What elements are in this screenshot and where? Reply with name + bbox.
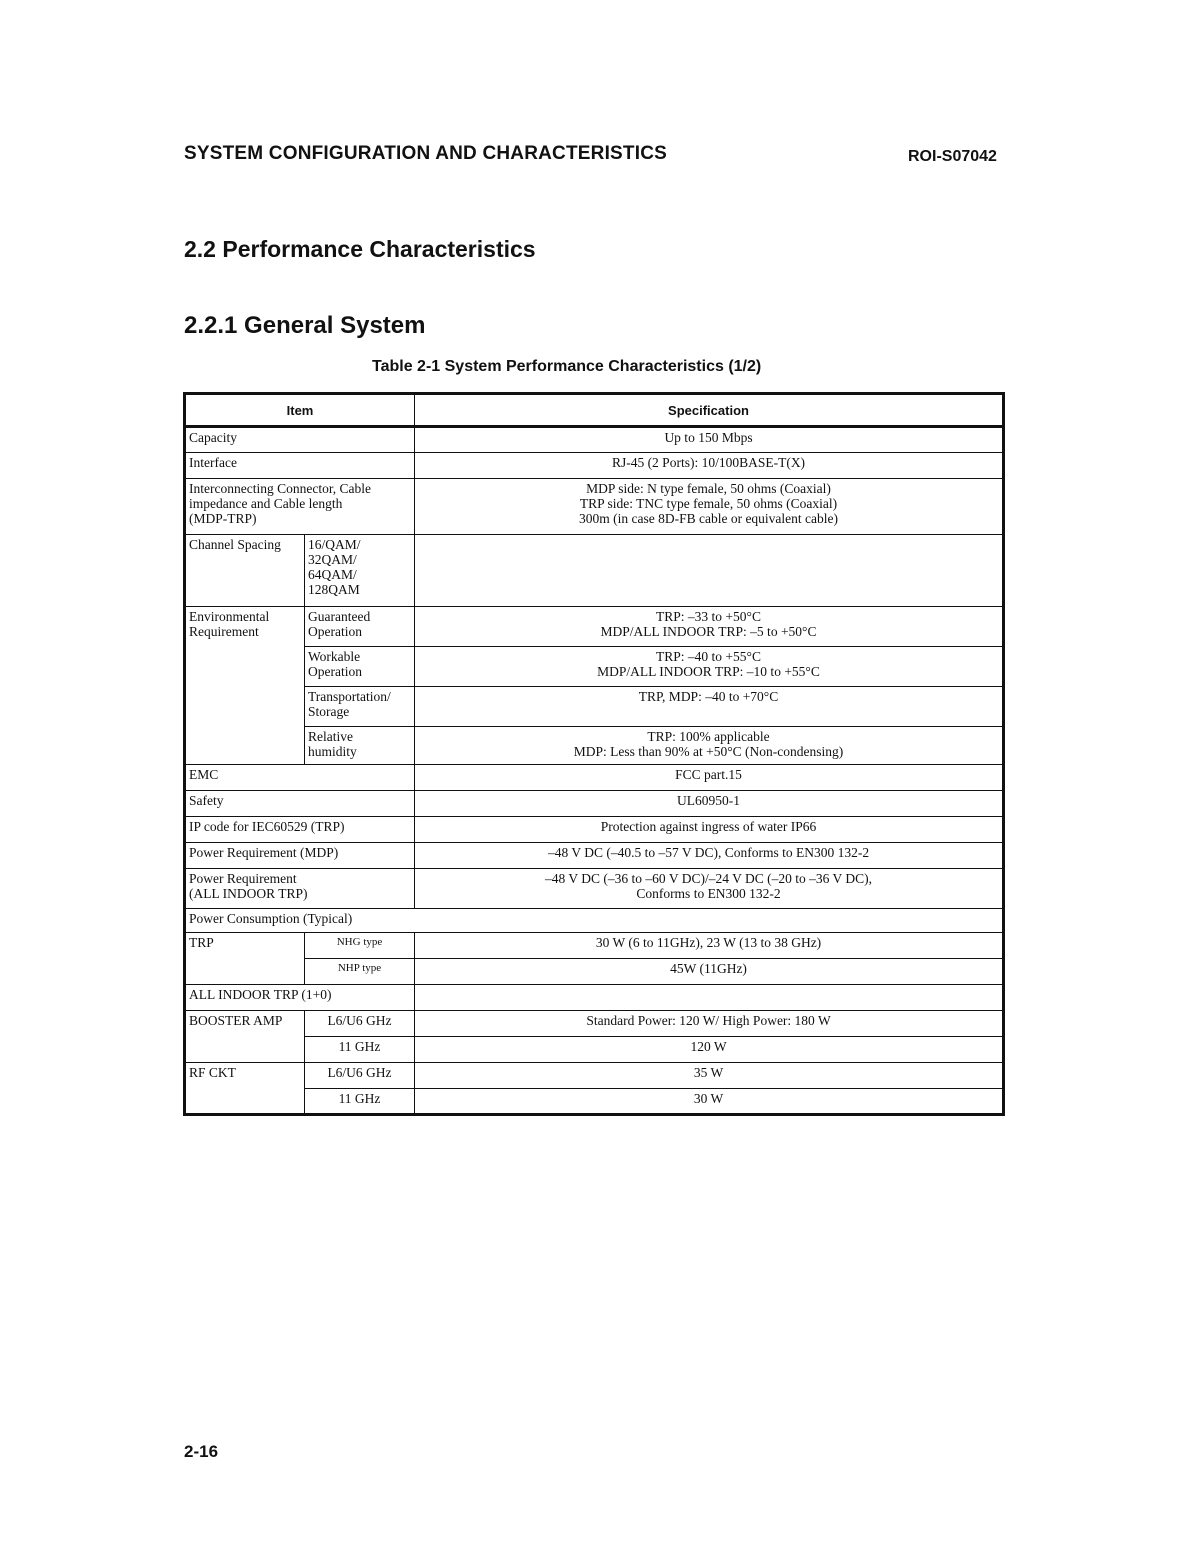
item-trp: TRP	[185, 933, 305, 985]
spec-line: 300m (in case 8D-FB cable or equivalent cable)	[578, 511, 839, 526]
item-line: (MDP-TRP)	[189, 511, 257, 526]
spec-line: MDP/ALL INDOOR TRP: –10 to +55°C	[597, 664, 820, 679]
sub-line: Workable	[308, 649, 361, 664]
spec-booster-11ghz: 120 W	[415, 1037, 1004, 1063]
sub-modulation	[305, 535, 415, 607]
table-caption: Table 2-1 System Performance Characteristics (1/2)	[372, 358, 762, 375]
table-row	[185, 1089, 1004, 1115]
spec-humidity	[415, 727, 1004, 765]
sub-nhp-type: NHP type	[305, 959, 415, 985]
table-row	[185, 1063, 1004, 1089]
table-row	[185, 909, 1004, 933]
table-row	[185, 453, 1004, 479]
spec-line: –48 V DC (–36 to –60 V DC)/–24 V DC (–20 to –36 V DC),	[545, 871, 872, 886]
section-heading: 2.2 Performance Characteristics	[184, 236, 536, 262]
sub-guaranteed	[305, 607, 415, 647]
table-row	[185, 765, 1004, 791]
spec-capacity: Up to 150 Mbps	[415, 427, 1004, 453]
document-id: ROI-S07042	[908, 148, 997, 165]
table-row	[185, 1037, 1004, 1063]
spec-line: TRP: –40 to +55°C	[656, 649, 761, 664]
item-emc: EMC	[185, 765, 415, 791]
table-row	[185, 791, 1004, 817]
spec-line: MDP side: N type female, 50 ohms (Coaxial)	[586, 481, 831, 496]
item-ip-code: IP code for IEC60529 (TRP)	[185, 817, 415, 843]
item-power-indoor	[185, 869, 415, 909]
item-line: impedance and Cable length	[189, 496, 343, 511]
spec-booster-l6u6: Standard Power: 120 W/ High Power: 180 W	[415, 1011, 1004, 1037]
sub-line: Operation	[308, 664, 362, 679]
sub-humidity	[305, 727, 415, 765]
sub-workable	[305, 647, 415, 687]
spec-nhg-type: 30 W (6 to 11GHz), 23 W (13 to 38 GHz)	[415, 933, 1004, 959]
item-booster-amp: BOOSTER AMP	[185, 1011, 305, 1063]
table-row	[185, 817, 1004, 843]
sub-line: 64QAM/	[308, 567, 357, 582]
sub-line: 128QAM	[308, 582, 360, 597]
spec-line: TRP: 100% applicable	[647, 729, 770, 744]
item-environmental	[185, 607, 305, 765]
table-row	[185, 933, 1004, 959]
sub-line: 16/QAM/	[308, 537, 361, 552]
spec-line: TRP side: TNC type female, 50 ohms (Coaxial)	[579, 496, 838, 511]
spec-transport	[415, 687, 1004, 727]
item-power-consumption: Power Consumption (Typical)	[185, 909, 1004, 933]
table-header-row	[185, 394, 1004, 427]
table-row	[185, 479, 1004, 535]
item-capacity: Capacity	[185, 427, 415, 453]
item-power-mdp: Power Requirement (MDP)	[185, 843, 415, 869]
table-row	[185, 727, 1004, 765]
page-number: 2-16	[184, 1442, 219, 1461]
table-row	[185, 959, 1004, 985]
spec-power-mdp: –48 V DC (–40.5 to –57 V DC), Conforms to EN300 132-2	[415, 843, 1004, 869]
sub-rf-l6u6: L6/U6 GHz	[305, 1063, 415, 1089]
spec-power-indoor	[415, 869, 1004, 909]
performance-table	[183, 392, 1005, 1116]
spec-line: Conforms to EN300 132-2	[636, 886, 781, 901]
spec-channel-spacing	[415, 535, 1004, 607]
sub-booster-l6u6: L6/U6 GHz	[305, 1011, 415, 1037]
sub-line: humidity	[308, 744, 357, 759]
item-line: Environmental	[189, 609, 270, 624]
table-row	[185, 647, 1004, 687]
sub-line: Storage	[308, 704, 350, 719]
table-row	[185, 535, 1004, 607]
spec-nhp-type: 45W (11GHz)	[415, 959, 1004, 985]
spec-line: MDP: Less than 90% at +50°C (Non-condensing)	[573, 744, 844, 759]
sub-line: Guaranteed	[308, 609, 371, 624]
spec-rf-l6u6: 35 W	[415, 1063, 1004, 1089]
subsection-heading: 2.2.1 General System	[184, 312, 426, 339]
spec-workable	[415, 647, 1004, 687]
spec-ip-code: Protection against ingress of water IP66	[415, 817, 1004, 843]
table-row	[185, 985, 1004, 1011]
item-interconnect	[185, 479, 415, 535]
running-header-title: SYSTEM CONFIGURATION AND CHARACTERISTICS	[184, 143, 667, 164]
table-row	[185, 843, 1004, 869]
spec-interface: RJ-45 (2 Ports): 10/100BASE-T(X)	[415, 453, 1004, 479]
item-interface: Interface	[185, 453, 415, 479]
sub-nhg-type: NHG type	[305, 933, 415, 959]
sub-rf-11ghz: 11 GHz	[305, 1089, 415, 1115]
item-all-indoor: ALL INDOOR TRP (1+0)	[185, 985, 415, 1011]
table-row	[185, 869, 1004, 909]
item-safety: Safety	[185, 791, 415, 817]
table-row	[185, 1011, 1004, 1037]
item-line: Interconnecting Connector, Cable	[189, 481, 372, 496]
sub-line: Operation	[308, 624, 362, 639]
table-row	[185, 687, 1004, 727]
sub-booster-11ghz: 11 GHz	[305, 1037, 415, 1063]
sub-transport	[305, 687, 415, 727]
spec-line: MDP/ALL INDOOR TRP: –5 to +50°C	[600, 624, 817, 639]
sub-line: 32QAM/	[308, 552, 357, 567]
item-rf-ckt: RF CKT	[185, 1063, 305, 1115]
spec-line: TRP, MDP: –40 to +70°C	[638, 689, 779, 704]
item-channel-spacing: Channel Spacing	[185, 535, 305, 607]
spec-emc: FCC part.15	[415, 765, 1004, 791]
sub-line: Relative	[308, 729, 353, 744]
item-line: Requirement	[189, 624, 259, 639]
spec-rf-11ghz: 30 W	[415, 1089, 1004, 1115]
spec-interconnect	[415, 479, 1004, 535]
spec-safety: UL60950-1	[415, 791, 1004, 817]
spec-guaranteed	[415, 607, 1004, 647]
item-line: (ALL INDOOR TRP)	[189, 886, 308, 901]
table-row	[185, 427, 1004, 453]
table-row	[185, 607, 1004, 647]
header-specification: Specification	[415, 394, 1004, 427]
sub-line: Transportation/	[308, 689, 391, 704]
item-line: Power Requirement	[189, 871, 297, 886]
spec-line: TRP: –33 to +50°C	[656, 609, 761, 624]
header-item: Item	[185, 394, 415, 427]
spec-all-indoor	[415, 985, 1004, 1011]
